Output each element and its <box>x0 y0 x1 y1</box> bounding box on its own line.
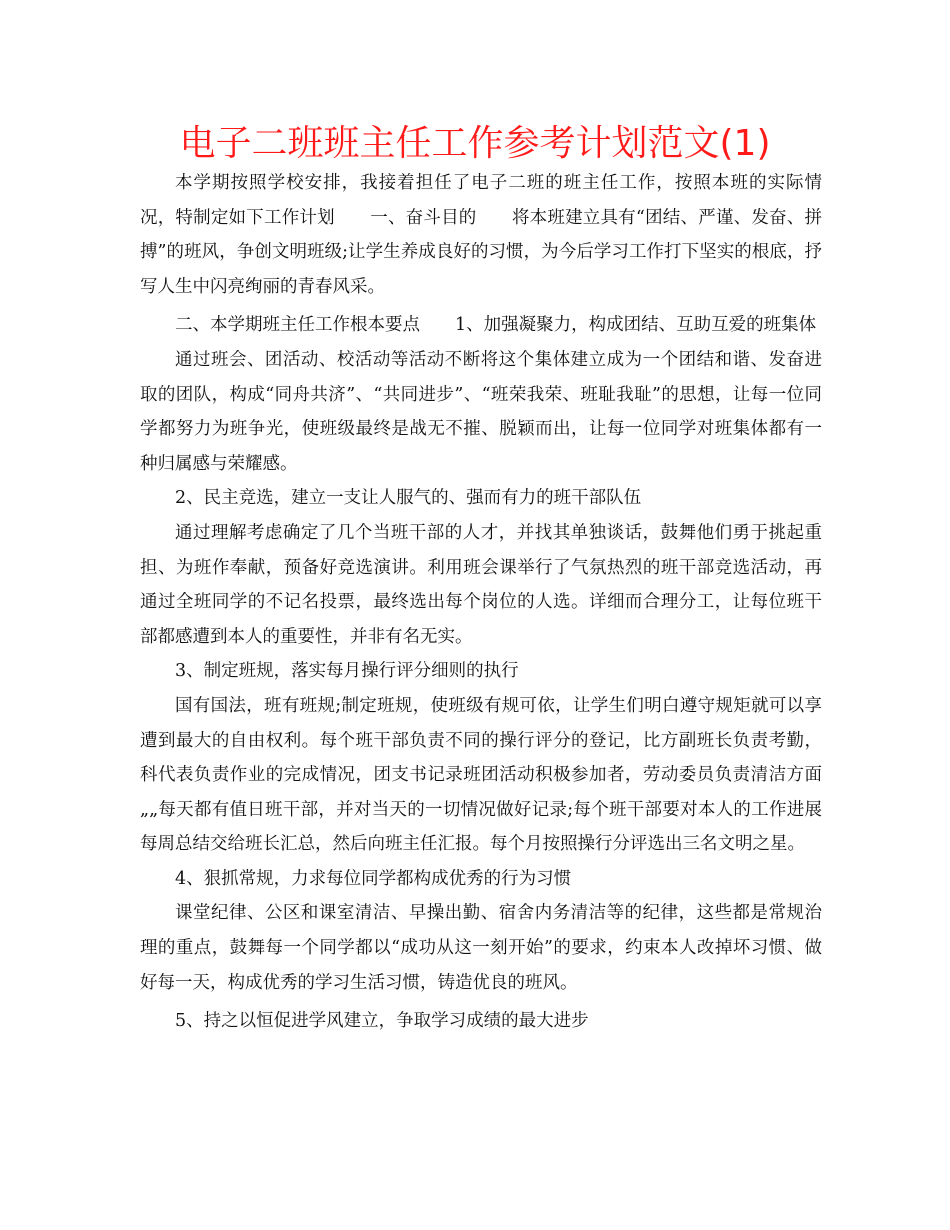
document-body <box>140 166 822 1039</box>
paragraph-heading-rules: 3、制定班规，落实每月操行评分细则的执行 <box>175 661 519 682</box>
paragraph-election: 通过理解考虑确定了几个当班干部的人才，并找其单独谈话，鼓舞他们勇于挑起重担、为班作奉献，预备好竞选演讲。利用班会课举行了气氛热烈的班干部竞选活动，再通过全班同学的不记名投票，最终选出每个岗位的人选。详细而合理分工，让每位班干部都感遭到本人的重要性，并非有名无实。 <box>140 522 822 647</box>
paragraph-rules: 国有国法，班有班规;制定班规，使班级有规可依，让学生们明白遵守规矩就可以享遭到最大的自由权利。每个班干部负责不同的操行评分的登记，比方副班长负责考勤，科代表负责作业的完成情况，团支书记录班团活动积极参加者，劳动委员负责清洁方面„„每天都有值日班干部，并对当天的一切情况做好记录;每个班干部要对本人的工作进展每周总结交给班长汇总，然后向班主任汇报。每个月按照操行分评选出三名文明之星。 <box>140 695 822 855</box>
paragraph-heading-election: 2、民主竞选，建立一支让人服气的、强而有力的班干部队伍 <box>175 488 642 509</box>
paragraph-intro: 本学期按照学校安排，我接着担任了电子二班的班主任工作，按照本班的实际情况，特制定如下工作计划 一、奋斗目的 将本班建立具有“团结、严谨、发奋、拼搏”的班风，争创文明班级;让学生养成良好的习惯，为今后学习工作打下坚实的根底，抒写人生中闪亮绚丽的青春风采。 <box>140 173 822 297</box>
paragraph-heading-study: 5、持之以恒促进学风建立，争取学习成绩的最大进步 <box>175 1011 589 1032</box>
paragraph-habits: 课堂纪律、公区和课室清洁、早操出勤、宿舍内务清洁等的纪律，这些都是常规治理的重点，鼓舞每一个同学都以“成功从这一刻开始”的要求，约束本人改掉坏习惯、做好每一天，构成优秀的学习生活习惯，铸造优良的班风。 <box>140 903 822 993</box>
paragraph-cohesion: 通过班会、团活动、校活动等活动不断将这个集体建立成为一个团结和谐、发奋进取的团队，构成“同舟共济”、“共同进步”、“班荣我荣、班耻我耻”的思想，让每一位同学都努力为班争光，使班级最终是战无不摧、脱颖而出，让每一位同学对班集体都有一种归属感与荣耀感。 <box>140 349 822 474</box>
document-title: 电子二班班主任工作参考计划范文(1) <box>179 123 771 164</box>
paragraph-heading-habits: 4、狠抓常规，力求每位同学都构成优秀的行为习惯 <box>175 868 572 889</box>
paragraph-section-two: 二、本学期班主任工作根本要点 1、加强凝聚力，构成团结、互助互爱的班集体 <box>175 315 817 336</box>
